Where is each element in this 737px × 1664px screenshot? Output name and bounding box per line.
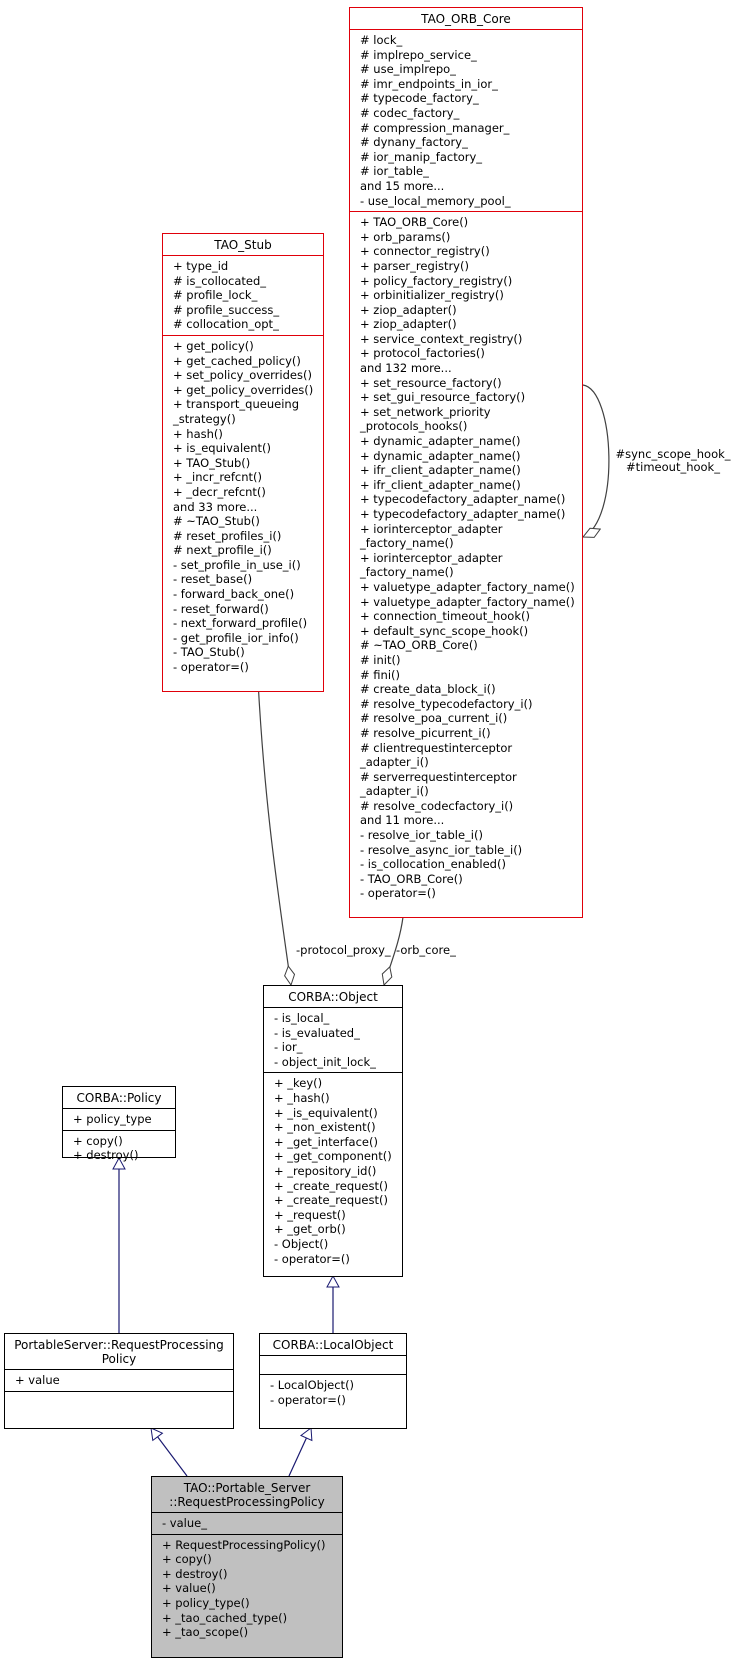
methods-section (63, 1130, 175, 1166)
member-line: - Object() (274, 1236, 329, 1251)
member-line: - operator=() (270, 1392, 346, 1407)
member-line: + connector_registry() (360, 244, 490, 259)
attributes-section (264, 1007, 402, 1072)
member-line: # ior_table_ (360, 164, 429, 179)
member-line: - resolve_async_ior_table_i() (360, 842, 523, 857)
member-line: + _non_existent() (274, 1120, 376, 1135)
class-corba-localobject[interactable] (259, 1333, 407, 1429)
member-line: + _tao_cached_type() (162, 1610, 288, 1625)
member-line: + protocol_factories() (360, 346, 485, 361)
member-line: + type_id (173, 259, 229, 273)
member-line: + set_resource_factory() (360, 375, 502, 390)
member-line: + copy() (162, 1552, 212, 1567)
member-line: - value_ (162, 1516, 207, 1530)
member-line: _strategy() (173, 411, 236, 426)
member-line: + ifr_client_adapter_name() (360, 463, 521, 478)
title-line: ::RequestProcessingPolicy (169, 1495, 325, 1509)
member-line: + _decr_refcnt() (173, 484, 266, 499)
member-line: + get_policy_overrides() (173, 382, 314, 397)
member-line: + TAO_ORB_Core() (360, 215, 469, 230)
member-line: + _create_request() (274, 1193, 388, 1208)
member-line: - TAO_ORB_Core() (360, 871, 463, 886)
class-tao-stub[interactable] (162, 233, 324, 692)
class-corba-policy[interactable] (62, 1086, 176, 1163)
title-line: CORBA::Object (288, 990, 378, 1004)
member-line: _adapter_i() (360, 784, 429, 799)
edge-self-loop-sync-timeout (583, 385, 609, 537)
member-line: + _repository_id() (274, 1163, 377, 1178)
member-line: + orbinitializer_registry() (360, 288, 504, 303)
member-line: # use_implrepo_ (360, 62, 456, 77)
member-line: + _hash() (274, 1090, 330, 1105)
member-line: + policy_type() (162, 1595, 250, 1610)
member-line: + set_policy_overrides() (173, 368, 312, 383)
title-line: TAO_Stub (214, 238, 272, 252)
member-line: # codec_factory_ (360, 105, 460, 120)
member-line: - operator=() (360, 886, 436, 901)
member-line: # resolve_picurrent_i() (360, 725, 491, 740)
member-line: # fini() (360, 667, 400, 682)
member-line: + transport_queueing (173, 397, 299, 412)
member-line: + policy_type (73, 1112, 152, 1126)
member-line: _factory_name() (360, 565, 454, 580)
member-line: # typecode_factory_ (360, 91, 479, 106)
attributes-section (350, 29, 582, 211)
member-line: and 132 more... (360, 361, 452, 376)
member-line: - operator=() (173, 660, 249, 675)
member-line: # compression_manager_ (360, 120, 510, 135)
edge-tao-rpp-to-localobject (289, 1428, 311, 1476)
member-line: + _create_request() (274, 1178, 388, 1193)
title-line: Policy (101, 1352, 137, 1366)
member-line: - reset_forward() (173, 601, 269, 616)
member-line: # reset_profiles_i() (173, 528, 282, 543)
member-line: # imr_endpoints_in_ior_ (360, 76, 498, 91)
title-line: CORBA::LocalObject (272, 1338, 394, 1352)
attributes-section (5, 1369, 233, 1391)
member-line: - object_init_lock_ (274, 1054, 376, 1069)
class-portableserver-requestprocessingpolicy[interactable] (4, 1333, 234, 1429)
member-line: + _tao_scope() (162, 1625, 249, 1640)
member-line: + valuetype_adapter_factory_name() (360, 579, 575, 594)
member-line: # init() (360, 652, 401, 667)
member-line: # profile_lock_ (173, 288, 258, 303)
methods-section (152, 1534, 342, 1643)
member-line: + valuetype_adapter_factory_name() (360, 594, 575, 609)
class-title (163, 234, 323, 255)
title-line: CORBA::Policy (76, 1091, 162, 1105)
member-line: + get_policy() (173, 338, 254, 353)
member-line: + set_gui_resource_factory() (360, 390, 526, 405)
member-line: + set_network_priority (360, 404, 491, 419)
methods-section (350, 211, 582, 904)
member-line: - reset_base() (173, 572, 253, 587)
member-line: + _get_orb() (274, 1222, 346, 1237)
member-line: and 33 more... (173, 499, 258, 514)
member-line: + TAO_Stub() (173, 455, 251, 470)
edge-label-line: #sync_scope_hook_ (615, 447, 731, 461)
member-line: # resolve_typecodefactory_i() (360, 696, 533, 711)
member-line: - next_forward_profile() (173, 616, 308, 631)
member-line: # dynany_factory_ (360, 135, 468, 150)
member-line: - LocalObject() (270, 1378, 355, 1392)
member-line: # clientrequestinterceptor (360, 740, 513, 755)
member-line: + _request() (274, 1207, 346, 1222)
member-line: _adapter_i() (360, 755, 429, 770)
class-tao-orb-core[interactable] (349, 7, 583, 918)
member-line: + dynamic_adapter_name() (360, 448, 521, 463)
member-line: + default_sync_scope_hook() (360, 623, 529, 638)
member-line: - resolve_ior_table_i() (360, 828, 483, 843)
class-title (5, 1334, 233, 1369)
member-line: - ior_ (274, 1040, 303, 1055)
member-line: # lock_ (360, 33, 403, 47)
member-line: - set_profile_in_use_i() (173, 557, 301, 572)
member-line: # is_collocated_ (173, 273, 267, 288)
methods-section (264, 1072, 402, 1269)
edge-label-orb-core: -orb_core_ (396, 943, 456, 957)
member-line: + value (15, 1373, 60, 1387)
class-tao-portable-server-requestprocessingpolicy[interactable] (151, 1476, 343, 1658)
member-line: and 11 more... (360, 813, 445, 828)
member-line: - use_local_memory_pool_ (360, 193, 511, 208)
member-line: # ~TAO_ORB_Core() (360, 638, 478, 653)
member-line: - is_collocation_enabled() (360, 857, 506, 872)
member-line: # create_data_block_i() (360, 682, 496, 697)
member-line: # profile_success_ (173, 302, 280, 317)
member-line: # serverrequestinterceptor (360, 769, 517, 784)
member-line: + ziop_adapter() (360, 302, 457, 317)
member-line: + iorinterceptor_adapter (360, 521, 503, 536)
member-line: + _key() (274, 1076, 323, 1091)
edge-label-protocol-proxy: -protocol_proxy_ (296, 943, 391, 957)
edge-label-self-loop (609, 448, 737, 474)
edge-label-line: #timeout_hook_ (626, 460, 720, 474)
member-line: and 15 more... (360, 178, 445, 193)
edge-protocol-proxy (258, 681, 291, 985)
member-line: + get_cached_policy() (173, 353, 301, 368)
member-line: - is_evaluated_ (274, 1025, 360, 1040)
member-line: _protocols_hooks() (360, 419, 468, 434)
member-line: _factory_name() (360, 536, 454, 551)
member-line: # collocation_opt_ (173, 317, 279, 332)
member-line: - forward_back_one() (173, 587, 295, 602)
member-line: + _is_equivalent() (274, 1105, 378, 1120)
member-line: + destroy() (162, 1566, 228, 1581)
class-title (63, 1087, 175, 1108)
title-line: PortableServer::RequestProcessing (14, 1338, 224, 1352)
member-line: + dynamic_adapter_name() (360, 434, 521, 449)
member-line: + _incr_refcnt() (173, 470, 263, 485)
member-line: + copy() (73, 1133, 123, 1148)
member-line: - is_local_ (274, 1011, 330, 1025)
member-line: + hash() (173, 426, 223, 441)
attributes-section (163, 255, 323, 335)
member-line: + RequestProcessingPolicy() (162, 1537, 326, 1552)
attributes-section (260, 1355, 406, 1374)
member-line: + ifr_client_adapter_name() (360, 477, 521, 492)
member-line: # ior_manip_factory_ (360, 149, 483, 164)
title-line: TAO::Portable_Server (183, 1481, 311, 1495)
member-line: + service_context_registry() (360, 331, 523, 346)
member-line: + value() (162, 1581, 216, 1596)
member-line: - operator=() (274, 1251, 350, 1266)
member-line: + _get_component() (274, 1149, 392, 1164)
member-line: + typecodefactory_adapter_name() (360, 492, 566, 507)
class-title (152, 1477, 342, 1512)
methods-section (260, 1374, 406, 1410)
member-line: # resolve_codecfactory_i() (360, 798, 514, 813)
member-line: # implrepo_service_ (360, 47, 477, 62)
attributes-section (152, 1512, 342, 1534)
member-line: + destroy() (73, 1148, 139, 1163)
title-line: TAO_ORB_Core (421, 12, 511, 26)
member-line: + _get_interface() (274, 1134, 378, 1149)
methods-section (163, 335, 323, 678)
member-line: + typecodefactory_adapter_name() (360, 507, 566, 521)
member-line: + connection_timeout_hook() (360, 609, 530, 624)
member-line: + parser_registry() (360, 258, 469, 273)
class-corba-object[interactable] (263, 985, 403, 1277)
member-line: - get_profile_ior_info() (173, 630, 299, 645)
member-line: # ~TAO_Stub() (173, 514, 260, 529)
member-line: + policy_factory_registry() (360, 273, 513, 288)
member-line: + iorinterceptor_adapter (360, 550, 503, 565)
class-title (260, 1334, 406, 1355)
member-line: + ziop_adapter() (360, 317, 457, 332)
edge-tao-rpp-to-ps-rpp (151, 1428, 187, 1476)
member-line: + is_equivalent() (173, 441, 271, 456)
class-title (350, 8, 582, 29)
member-line: # next_profile_i() (173, 543, 272, 558)
attributes-section (63, 1108, 175, 1130)
member-line: # resolve_poa_current_i() (360, 711, 508, 726)
member-line: - TAO_Stub() (173, 645, 245, 660)
class-title (264, 986, 402, 1007)
member-line: + orb_params() (360, 229, 451, 244)
methods-section (5, 1391, 233, 1410)
